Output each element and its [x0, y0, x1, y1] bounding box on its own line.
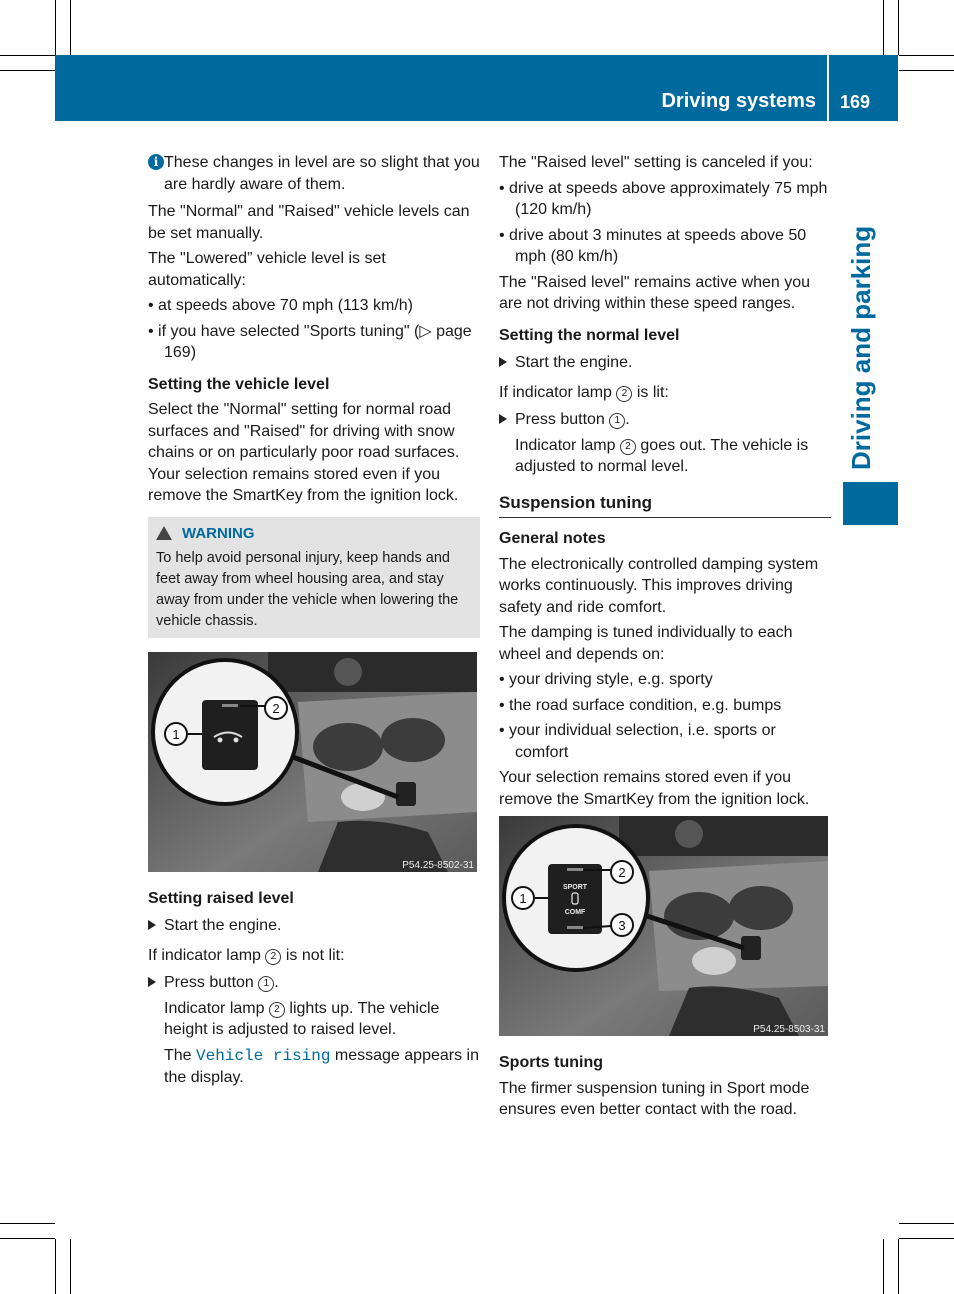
subheading: Setting the vehicle level: [148, 375, 330, 393]
paragraph: The "Normal" and "Raised" vehicle levels can be set manually.: [148, 203, 470, 242]
callout-2-inline: 2: [265, 949, 281, 965]
paragraph: The "Lowered” vehicle level is set automatically:: [148, 250, 386, 289]
crop-mark: [0, 1223, 55, 1224]
bullet-item: • your individual selection, i.e. sports or comfort: [499, 722, 776, 761]
subheading: Setting raised level: [148, 889, 294, 907]
callout-2-inline: 2: [620, 439, 636, 455]
callout-2-inline: 2: [269, 1002, 285, 1018]
crop-mark: [899, 1238, 954, 1239]
bullet-item: • your driving style, e.g. sporty: [499, 671, 713, 688]
comf-label: COMF: [564, 909, 586, 916]
page-number: 169: [840, 92, 871, 112]
warning-triangle-icon: [156, 526, 172, 540]
paragraph: The Vehicle rising message appears in the display.: [164, 1046, 479, 1086]
paragraph: Indicator lamp 2 lights up. The vehicle height is adjusted to raised level.: [164, 999, 440, 1038]
step-arrow-icon: [499, 414, 507, 424]
step-arrow-icon: [148, 977, 156, 987]
chapter-tab-marker: [843, 482, 898, 525]
paragraph: The firmer suspension tuning in Sport mode ensures even better contact with the road.: [499, 1079, 810, 1118]
crop-mark: [55, 0, 56, 55]
info-icon: i: [148, 154, 164, 170]
paragraph: Indicator lamp 2 goes out. The vehicle is adjusted to normal level.: [515, 436, 809, 475]
sport-comfort-button-photo: [499, 816, 828, 1036]
display-message: Vehicle rising: [196, 1046, 331, 1065]
instruction-step: Start the engine.: [499, 352, 831, 374]
bullet-item: • at speeds above 70 mph (113 km/h): [148, 297, 414, 314]
crop-mark: [70, 0, 71, 55]
paragraph: Your selection remains stored even if you remove the SmartKey from the ignition lock.: [499, 769, 810, 808]
crop-mark: [898, 1239, 899, 1294]
level-button-photo: [148, 652, 477, 872]
crop-mark: [898, 0, 899, 55]
instruction-step: Press button 1 .: [148, 972, 480, 994]
bullet-item: • if you have selected "Sports tuning" (▷ page 169): [148, 322, 472, 361]
subheading: Setting the normal level: [499, 326, 680, 344]
paragraph: If indicator lamp 2 is lit:: [499, 383, 669, 401]
crop-mark: [0, 70, 55, 71]
left-column: [148, 152, 480, 1093]
warning-text: To help avoid personal injury, keep hands and feet away from wheel housing area, and stay away from under the vehicle when lowering the vehicle chassis.: [156, 549, 459, 629]
crop-mark: [55, 1239, 56, 1294]
header-divider: [827, 55, 829, 121]
crop-mark: [0, 1238, 55, 1239]
instruction-step: Press button 1 .: [499, 409, 831, 431]
chapter-tab-label: Driving and parking: [846, 225, 876, 470]
callout-1: 1: [172, 726, 180, 742]
crop-mark: [899, 55, 954, 56]
photo-code: P54.25-8503-31: [753, 1024, 825, 1035]
bullet-item: • the road surface condition, e.g. bumps: [499, 696, 782, 714]
callout-1: 1: [519, 891, 527, 906]
step-arrow-icon: [148, 920, 156, 930]
bullet-item: • drive about 3 minutes at speeds above 50 mph (80 km/h): [499, 226, 807, 265]
instruction-step: Start the engine.: [148, 915, 480, 937]
callout-1-inline: 1: [258, 976, 274, 992]
paragraph: Select the "Normal" setting for normal road surfaces and "Raised" for driving with snow chains or on particularly poor road surfaces. Your selection remains stored even if you remove the SmartKey from the ignition lock.: [148, 401, 460, 504]
warning-box: [148, 517, 480, 638]
sport-label: SPORT: [562, 884, 588, 891]
crop-mark: [883, 0, 884, 55]
callout-3: 3: [618, 918, 626, 933]
section-heading: Suspension tuning: [499, 492, 831, 519]
section-title: Driving systems: [661, 90, 816, 112]
paragraph: If indicator lamp 2 is not lit:: [148, 946, 345, 964]
crop-mark: [0, 55, 55, 56]
crop-mark: [883, 1239, 884, 1294]
paragraph: The damping is tuned individually to each wheel and depends on:: [499, 624, 793, 663]
crop-mark: [70, 1239, 71, 1294]
step-arrow-icon: [499, 357, 507, 367]
right-column: [499, 152, 831, 1125]
info-text: These changes in level are so slight that you are hardly aware of them.: [164, 154, 480, 193]
callout-2: 2: [272, 700, 280, 716]
callout-1-inline: 1: [609, 413, 625, 429]
callout-2-inline: 2: [616, 386, 632, 402]
bullet-item: • drive at speeds above approximately 75 mph (120 km/h): [499, 179, 828, 218]
photo-code: P54.25-8502-31: [402, 859, 474, 871]
paragraph: The "Raised level" remains active when you are not driving within these speed ranges.: [499, 273, 811, 312]
info-note: [148, 152, 480, 195]
callout-2: 2: [618, 865, 626, 880]
paragraph: The electronically controlled damping system works continuously. This improves driving safety and ride comfort.: [499, 555, 819, 616]
warning-title: WARNING: [156, 523, 472, 544]
crop-mark: [899, 1223, 954, 1224]
paragraph: The "Raised level" setting is canceled if you:: [499, 154, 813, 171]
subheading: Sports tuning: [499, 1054, 603, 1071]
subheading: General notes: [499, 530, 606, 547]
crop-mark: [899, 70, 954, 71]
